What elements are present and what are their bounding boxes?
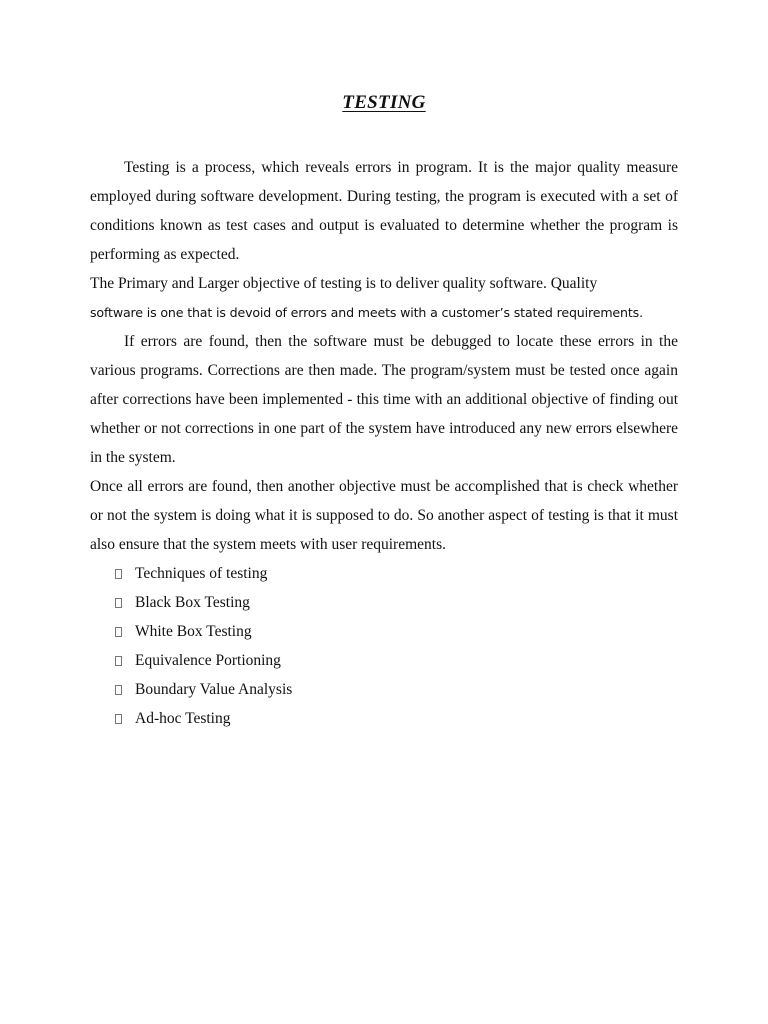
- list-item: [115, 617, 678, 646]
- paragraph-debugging: If errors are found, then the software must be debugged to locate these errors in the various programs. Corrections are then made. The program/system must be tested once again after corrections have been implemented - this time with an additional objective of finding out whether or not corrections in one part of the system have introduced any new errors elsewhere in the system.: [90, 333, 678, 466]
- box-bullet-icon: [115, 627, 122, 637]
- list-item-label: Black Box Testing: [135, 594, 250, 611]
- paragraph-objective-line2: software is one that is devoid of errors and meets with a customer’s stated requirements.: [90, 305, 643, 320]
- list-item: [115, 559, 678, 588]
- paragraph-requirements: Once all errors are found, then another objective must be accomplished that is check whether or not the system is doing what it is supposed to do. So another aspect of testing is that it must also ensure that the system meets with user requirements.: [90, 478, 678, 553]
- list-item-label: Techniques of testing: [135, 565, 268, 582]
- paragraph-objective-line1: The Primary and Larger objective of testing is to deliver quality software. Quality: [90, 275, 598, 292]
- list-item-label: White Box Testing: [135, 623, 252, 640]
- list-item-label: Ad-hoc Testing: [135, 710, 231, 727]
- box-bullet-icon: [115, 569, 122, 579]
- techniques-list: [90, 559, 678, 733]
- box-bullet-icon: [115, 598, 122, 608]
- box-bullet-icon: [115, 656, 122, 666]
- list-item: [115, 646, 678, 675]
- box-bullet-icon: [115, 714, 122, 724]
- list-item: [115, 588, 678, 617]
- paragraph-objective: [90, 269, 678, 327]
- page-title: TESTING: [342, 92, 426, 113]
- list-item-label: Equivalence Portioning: [135, 652, 281, 669]
- paragraph-intro: Testing is a process, which reveals errors in program. It is the major quality measure employed during software development. During testing, the program is executed with a set of conditions known as test cases and output is evaluated to determine whether the program is performing as expected.: [90, 159, 678, 263]
- box-bullet-icon: [115, 685, 122, 695]
- document-body: [90, 153, 678, 733]
- list-item: [115, 704, 678, 733]
- list-item-label: Boundary Value Analysis: [135, 681, 293, 698]
- list-item: [115, 675, 678, 704]
